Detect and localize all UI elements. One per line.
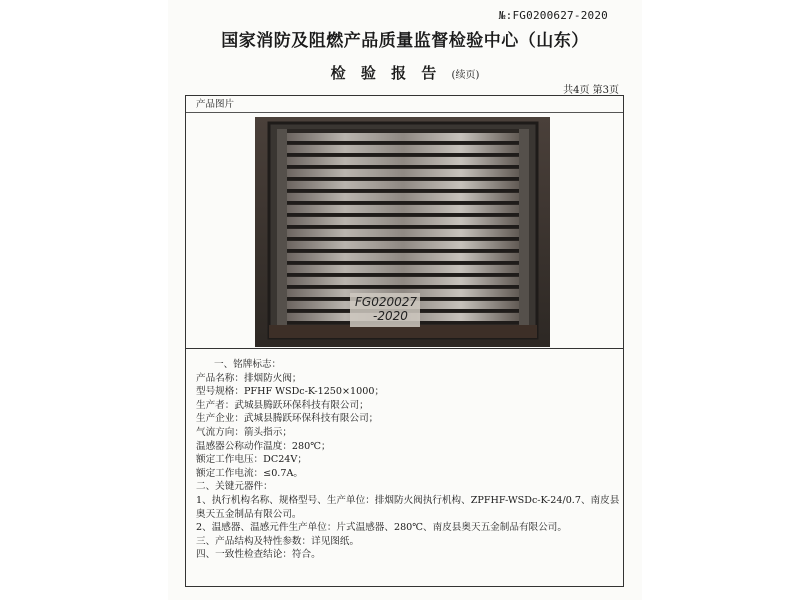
airflow-direction-line: 气流方向：箭头指示； — [196, 426, 292, 438]
damper-blade — [287, 205, 519, 213]
page-counter: 共4页 第3页 — [563, 85, 619, 96]
photo-marking-line2: -2020 — [373, 309, 408, 323]
report-title-text: 检 验 报 告 — [330, 64, 442, 82]
damper-blade-gap — [287, 249, 519, 252]
consistency-line: 四、一致性检查结论：符合。 — [196, 549, 321, 561]
damper-blade-gap — [287, 141, 519, 144]
photo-row — [186, 113, 623, 349]
damper-blade — [287, 217, 519, 225]
institution-title: 国家消防及阻燃产品质量监督检验中心（山东） — [221, 31, 589, 51]
key-components-heading: 二、关键元器件： — [196, 481, 273, 493]
report-table — [185, 95, 624, 587]
damper-blade-gap — [287, 177, 519, 180]
manufacturer-line: 生产企业：武城县腾跃环保科技有限公司； — [196, 413, 379, 425]
damper-blade-gap — [287, 153, 519, 156]
damper-blade-gap — [287, 189, 519, 192]
structure-line: 三、产品结构及特性参数：详见图纸。 — [196, 535, 360, 547]
damper-blade — [287, 145, 519, 153]
report-title — [185, 62, 625, 83]
damper-blade — [287, 181, 519, 189]
damper-blade-gap — [287, 213, 519, 216]
document-number: №:FG0200627-2020 — [498, 9, 608, 22]
damper-blade-gap — [287, 201, 519, 204]
nameplate-heading: 一、铭牌标志： — [214, 359, 282, 370]
photo-marking — [355, 295, 417, 323]
rated-voltage-line: 额定工作电压：DC24V； — [196, 454, 307, 466]
inspection-details — [196, 358, 620, 562]
damper-blade — [287, 169, 519, 177]
damper-blade-gap — [287, 285, 519, 288]
product-name-line: 产品名称：排烟防火阀； — [196, 372, 302, 384]
damper-blade — [287, 253, 519, 261]
damper-blade — [287, 193, 519, 201]
actuator-line: 1、执行机构名称、规格型号、生产单位：排烟防火阀执行机构、ZPFHF-WSDc-K-24/0.7、南皮县 — [196, 494, 620, 506]
producer-line: 生产者：武城县腾跃环保科技有限公司； — [196, 399, 369, 411]
damper-blade — [287, 157, 519, 165]
damper-blade — [287, 133, 519, 141]
damper-blade-gap — [287, 225, 519, 228]
sensor-line: 2、温感器、温感元件生产单位：片式温感器、280℃、南皮县奥天五金制品有限公司。 — [196, 522, 567, 534]
damper-blade — [287, 277, 519, 285]
photo-section-label: 产品图片 — [186, 96, 623, 113]
product-photo — [255, 117, 550, 347]
damper-blade-gap — [287, 273, 519, 276]
rated-current-line: 额定工作电流：≤0.7A。 — [196, 467, 303, 479]
sensor-temperature-line: 温感器公称动作温度：280℃； — [196, 440, 331, 452]
damper-blade — [287, 265, 519, 273]
damper-blade-gap — [287, 261, 519, 264]
damper-blade — [287, 241, 519, 249]
damper-blade — [287, 229, 519, 237]
actuator-line-cont: 奥天五金制品有限公司。 — [196, 508, 302, 520]
photo-marking-line1: FG020027 — [355, 295, 418, 309]
model-spec-line: 型号规格：PFHF WSDc-K-1250×1000； — [196, 386, 385, 398]
report-subtitle: (续页) — [451, 70, 480, 81]
damper-blade-gap — [287, 165, 519, 168]
damper-blade-gap — [287, 237, 519, 240]
